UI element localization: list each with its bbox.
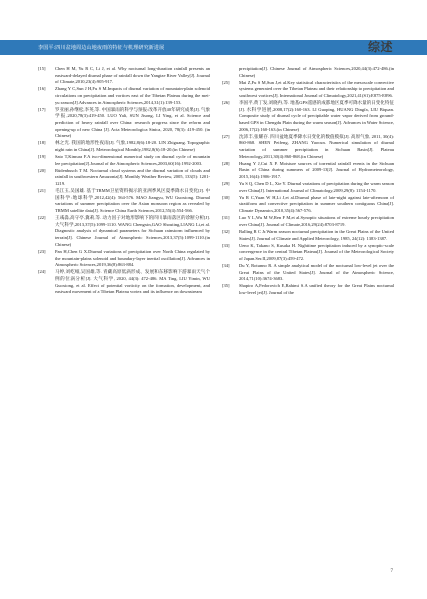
reference-number: [23] (38, 248, 46, 254)
reference-number: [18] (38, 140, 46, 146)
reference-text: Balling R C Jr.Warm season nocturnal precipitation in the Great Plains of the United States[J]. Journal of Climate and Applied Meteorology, 1985, 24(12): 1383-1387. (239, 228, 394, 241)
reference-text: Zhang Y C,Sun J H,Fu S M.Impacts of diurnal variation of mountain-plain solenoid circulations on precipitation and vortices east of the Tibetan Plateau during the mei-yu season[J].Advances in Atmospheric Sciences,2014,31(1):139-153. (55, 86, 210, 105)
reference-number: [35] (222, 283, 230, 289)
reference-entry (38, 215, 210, 248)
reference-text: precipitation[J]. Chinese Journal of Atmospheric Sciences,2020,44(3):472-486.(in Chinese) (239, 66, 394, 78)
reference-number: [26] (222, 100, 230, 106)
reference-entry (222, 134, 394, 161)
reference-number: [31] (222, 215, 230, 221)
reference-entry (222, 66, 394, 79)
reference-text: 沈沛丰,张耀存. 四川盆地夏季降水日变化的数值模拟[J]. 高原气象, 2011, 30(4): 860-868. SHEN Peifeng, ZHANG Yaocun. Numerical simulation of diurnal variation of summer precipitation in Sichuan Basin[J]. Plateau Meteorology,2011,30(4):860-868.(in Chinese) (239, 133, 394, 159)
reference-text: Pan H,Chen G X.Diurnal variations of precipitation over North China regulated by the mountain-plains solenoid and boundary-layer inertial oscillation[J]. Advances in Atmospheric Sciences,2019,36(8):863-884. (55, 248, 210, 268)
reference-entry (222, 100, 394, 133)
reference-text: Ueno K, Takano S, Kusaka H. Nighttime precipitation induced by a synoptic-scale convergence in the central Tibetan Plateau[J]. Journal of the Meteorological Society of Japan.Ser.II,2009,87(3):459-472. (239, 242, 394, 261)
reference-entry (222, 283, 394, 296)
running-header-title: 李国平:四川盆地周边山地夜雨的特征与机理研究新进展 (38, 45, 165, 51)
reference-entry (222, 80, 394, 100)
reference-number: [25] (222, 79, 230, 85)
reference-number (222, 66, 239, 79)
reference-text: Chen H M, Yu R C, Li J, et al. Why nocturnal long-duration rainfall presents an eastward-delayed diurnal phase of rainfall down the Yangtze River Valley[J]. Journal of Climate,2010,23(4):905-917. (55, 66, 210, 85)
page-number: 7 (390, 569, 393, 574)
reference-entry (222, 243, 394, 263)
reference-number: [16] (38, 86, 46, 92)
reference-entry (222, 161, 394, 181)
references-right-column (222, 66, 394, 576)
reference-text: Yu R C,Yuan W H,Li J,et al.Diurnal phase of late-night against late-afternoon of stratiform and convective precipitation in summer southern contiguous China[J]. Climate Dynamics,2010,35(4):567-576. (239, 194, 394, 214)
reference-number: [20] (38, 167, 46, 173)
reference-number: [29] (222, 181, 230, 187)
reference-entry (222, 215, 394, 228)
reference-text: Shapiro A,Fedorovich E,Rahimi S.A unified theory for the Great Plains nocturnal low-level jet[J]. Journal of the (239, 283, 394, 295)
reference-number: [22] (38, 215, 46, 221)
reference-number: [21] (38, 188, 46, 194)
reference-entry (222, 195, 394, 215)
references-body (38, 66, 394, 576)
reference-number: [27] (222, 133, 230, 139)
reference-text: Sato T,Kimura F.A two-dimensional numerical study on diurnal cycle of mountain lee precipitation[J].Journal of the Atmospheric Sciences,2003,60(16):1992-2003. (55, 154, 210, 166)
reference-entry (38, 140, 210, 153)
reference-number: [30] (222, 194, 230, 200)
reference-text: 毛江玉,吴国雄. 基于TRMM卫星资料揭示的亚洲季风区夏季降水日变化[J]. 中国科学:地球科学,2012,42(4): 564-576. MAO Jiangyu, WU Guoxiong. Diurnal variations of summer precipitation over the Asian monsoon region as revealed by TRMM satellite data[J]. Science China Earth Sciences,2012,55(4):554-566. (55, 188, 210, 214)
reference-entry (38, 86, 210, 106)
running-header-bar (0, 40, 427, 55)
reference-text: Mai Z,Fu S M,Sun J,et al.Key statistical characteristics of the mesoscale convective systems generated over the Tibetan Plateau and their relationship to precipitation and southwest vortices[J]. International Journal of Climatology,2021,41(S1):E875-E896. (239, 79, 394, 99)
reference-entry (38, 168, 210, 188)
reference-text: Du Y, Rotunno R. A simple analytical model of the nocturnal low-level jet over the Great Plains of the United States[J]. Journal of the Atmospheric Science, 2014,71(10):3674-3683. (239, 262, 394, 282)
reference-text: 罗亚丽,孙继松,李英,等. 中国暴雨的科学与预报:改革开放40年研究成果[J]. 气象学报,2020,78(3):419-450. LUO Yali, SUN Jisong, LI Ying, et al. Science and prediction of heavy rainfall over China: research progress since the reform and opening-up of new China [J]. Acta Meteorologica Sinica, 2020, 78(3): 419-450. (in Chinese) (55, 106, 210, 139)
reference-text: 马婷,刘屹岷,吴国雄,等. 青藏高原低涡形成、发展和东移影响下游暴雨天气个例的位涡分析[J]. 大气科学, 2020, 44(3): 472-486. MA Ting, LIU Yimin, WU Guoxiong, et al. Effect of potential vorticity on the formation, development, and eastward movement of a Tibetan Plateau vortex and its influence on downstream (55, 269, 210, 295)
reference-entry (38, 188, 210, 215)
reference-entry (222, 263, 394, 283)
reference-text: Yu S Q, Chen D L, Xie Y. Diurnal variations of precipitation during the warm season over China[J]. International Journal of Climatology,2009,29(8): 1154-1170. (239, 181, 394, 193)
reference-text: 王彧淼,高守亭,冀莉,等. 动力因子对地形影响下的四川暴雨落区的诊断分析[J]. 大气科学,2013,37(5):1099-1110. WANG Chengxin,GAO Shouting,LIANG Li,et al. Diagnostic analysis of dynamical parameters for Sichuan rainstorm influenced by terrain[J]. Chinese Journal of Atmospheric Sciences,2013,37(5):1099-1110.(in Chinese) (55, 215, 210, 247)
section-label: 综述 (367, 40, 393, 54)
reference-number: [24] (38, 269, 46, 275)
reference-number: [15] (38, 66, 46, 71)
reference-text: Huang Y J,Cui X P. Moisture sources of torrential rainfall events in the Sichuan Basin of China during summers of 2009-13[J]. Journal of Hydrometeorology, 2015,16(4):1906-1917. (239, 160, 394, 180)
reference-entry (222, 229, 394, 242)
reference-entry (38, 154, 210, 167)
references-left-column (38, 66, 210, 576)
reference-text: 林之光. 我国的地形性夜雨[J]. 气象,1982,8(6):18-20. LIN Zhiguang. Topographic night rain in China[J]. Meteorological Monthly,1982,8(6):18-20.(in Chinese) (55, 140, 210, 153)
reference-number: [32] (222, 228, 230, 234)
reference-entry (38, 66, 210, 86)
reference-number: [28] (222, 160, 230, 166)
reference-entry (38, 269, 210, 296)
reference-number: [19] (38, 154, 46, 160)
reference-text: Rüdenbusch T M. Nocturnal cloud systems and the diurnal variation of clouds and rainfall in southwestern Amazonia[J]. Monthly Weather Review, 2005, 133(5): 1201-1219. (55, 167, 210, 187)
reference-text: Luo Y L,Wu M W,Ren F M,et al.Synoptic situations of extreme hourly precipitation over China[J]. Journal of Climate,2016,29(24):8703-8719. (239, 215, 394, 227)
reference-number: [33] (222, 242, 230, 248)
reference-text: 李国平,黄丁发,刘晓冉,等. 地基GPS遥感的成都地区夏季可降水量的日变化特征[J]. 水科学进展,2008,17(2):160-163. LI Guoping, HUANG Dingfa, LIU Biquan. Composite study of diurnal cycle of precipitable water vapor derived from ground-based GPS in Chengdu Plain during the warm season[J]. Advances in Water Science, 2006,17(2):160-163.(in Chinese) (239, 100, 394, 132)
reference-number: [34] (222, 262, 230, 268)
reference-entry (222, 181, 394, 194)
reference-entry (38, 249, 210, 269)
reference-number: [17] (38, 106, 46, 112)
reference-entry (38, 107, 210, 140)
